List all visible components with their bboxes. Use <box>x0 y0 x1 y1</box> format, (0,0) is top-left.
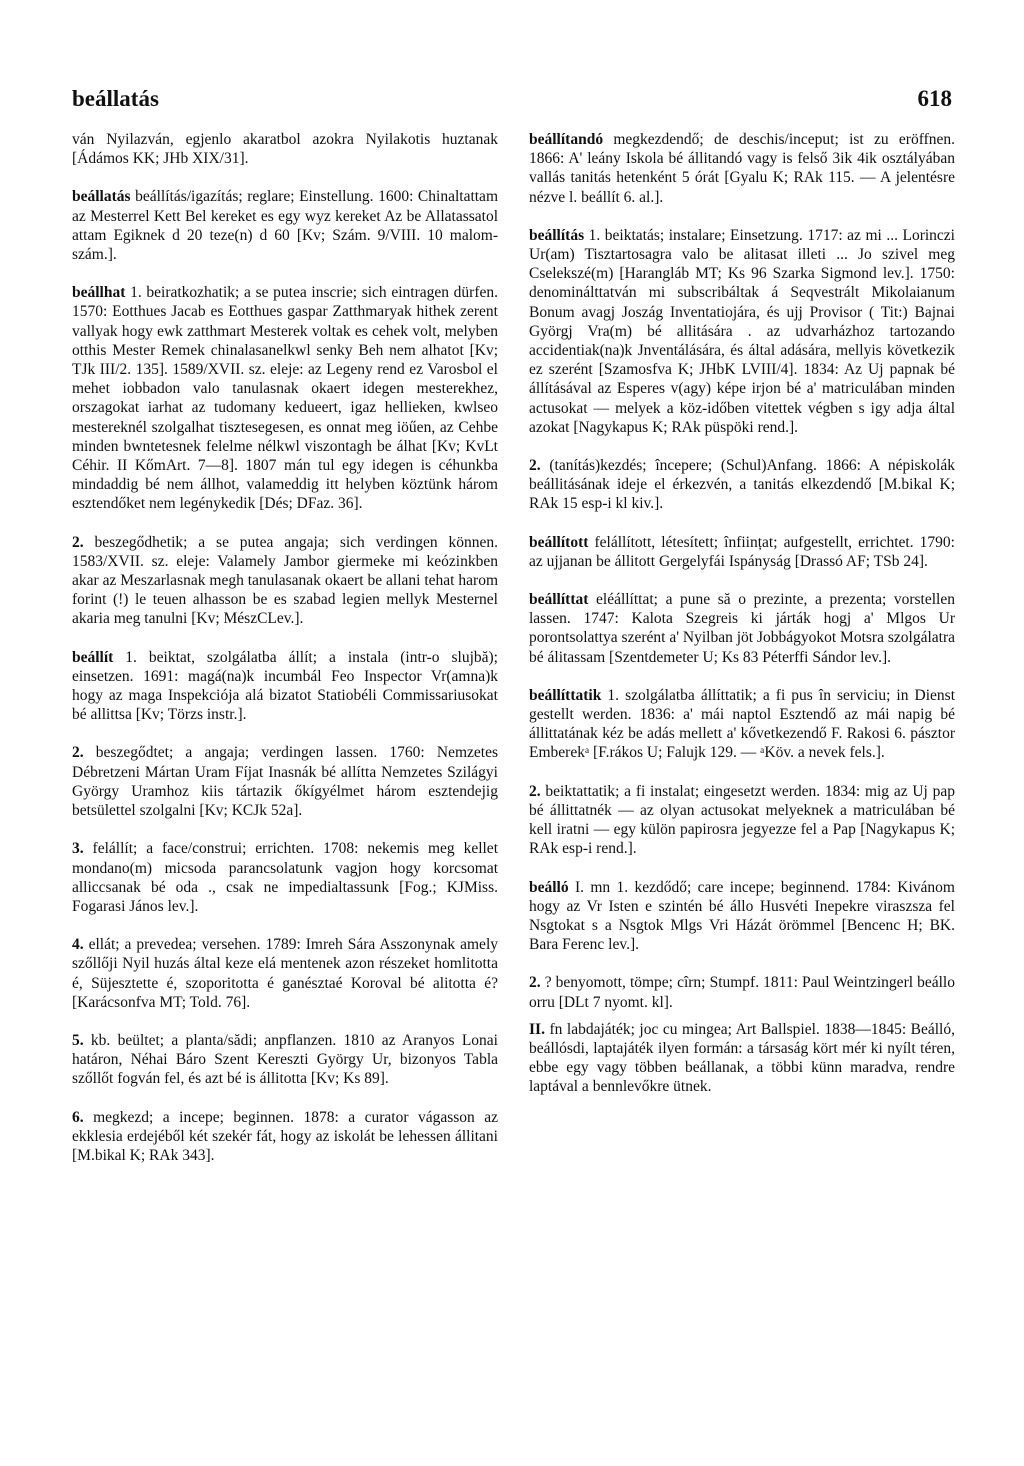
entry-lemma: 3. <box>72 840 84 858</box>
entry-text: 1. szolgálatba állíttatik; a fi pus în serviciu; in Dienst gestellt werden. 1836: a' mái naptol Esztendő az mái napig bé állittatának kéz be adás mellett a' kővetkezendő F. Rakosi 6. pásztor Emberekᵃ [F.rákos U; Faluјk 129. — ᵃKöv. a nevek fels.]. <box>529 686 955 762</box>
entry-lemma: beállhat <box>72 284 126 302</box>
entry-text: ellát; a prevedea; versehen. 1789: Imreh Sára Asszonynak amely szőllőji Nyil huzás által keze elá mentenek azon részeket homlitotta é, Süjesztette é, szoporitotta é ganésztaé Koroval bé alitotta é? [Karácsonfva MT; Told. 76]. <box>72 936 498 1011</box>
entry-text: felállított, létesített; înființat; aufgestellt, errichtet. 1790: az ujjanan be állitott Gergelyfái Ispányság [Drassó AF; TSb 24]. <box>529 533 955 570</box>
page-number: 618 <box>917 86 952 111</box>
entry-lemma: II. <box>529 1020 545 1038</box>
entry-lemma: beállíttatik <box>529 686 602 704</box>
entry-text: ván Nyilazván, egjenlo akaratbol azokra Nyilakotis huztanak [Ádámos KK; JHb XIX/31]. <box>72 131 498 168</box>
dictionary-entry <box>72 130 498 168</box>
dictionary-entry <box>529 533 955 571</box>
dictionary-entry <box>529 1020 955 1097</box>
entry-text: felállít; a face/construi; errichten. 1708: nekemis meg kellet mondano(m) micsoda parancsolatunk vagjon hogy korcsomat alliccsanak bé oda ., csak ne impedialtassunk [Fog.; KJMiss. Fogarasi János lev.]. <box>72 840 498 915</box>
entry-lemma: beállított <box>529 533 589 551</box>
entry-lemma: 2. <box>529 974 541 992</box>
entry-lemma: 6. <box>72 1108 84 1126</box>
dictionary-entry <box>529 686 955 763</box>
dictionary-entry <box>529 782 955 859</box>
entry-text: 1. beiratkozhatik; a se putea inscrie; sich eintragen dürfen. 1570: Eotthues Jacab es Eotthues gaspar Zatthmaryak hithek zerent vallyak hogy ewk zatthmart Mesterek voltak es cehek volt, melyben otthis Mester Remek chinalasanelkwl senky Beh nem alhatot [Kv; TJk III/2. 135]. 1589/XVII. sz. eleje: az Legeny rend ez Varosbol el mehet iobbadon valo tanulasnak okaert idegen mesterekhez, orszagokat iarhat az tudomany kedueert, igaz hellieken, kwlseo mestereknél szolgalhat tisztesegesen, es onnat meg iöűen, az Cehbe minden bwntetesnek felelme nélkwl viszontagh be álhat [Kv; KvLt Céhir. II KőmArt. 7—8]. 1807 mán tul egy idegen is céhunkba mindaddig bé nem állhot, valameddig itt helyben köztünk három esztendőket nem legénykedik [Dés; DFaz. 36]. <box>72 284 498 513</box>
entry-text: kb. beültet; a planta/sădi; anpflanzen. 1810 az Aranyos Lonai határon, Néhai Báro Szent Kereszti György Ur, bizonyos Tabla szőllőt fogván fel, és azt bé is állitotta [Kv; Ks 89]. <box>72 1031 498 1088</box>
entry-lemma: 4. <box>72 936 84 954</box>
entry-lemma: 2. <box>72 533 84 551</box>
entry-text: beszegődhetik; a se putea angaja; sich verdingen können. 1583/XVII. sz. eleje: Valamely Jambor giermeke mi keózinkben akar az Meszarlasnak megh tanulasanak okaert be allani tehat harom forint (!) le teuen alhasson be es szabad legien mellyk Mesternel akaria meg tanulni [Kv; MészCLev.]. <box>72 533 498 628</box>
entry-text: fn labdajáték; joc cu mingea; Art Ballspiel. 1838—1845: Beálló, beállósdi, laptajáték ilyen formán: a társaság kört mér ki nyílt téren, ebbe egy vagy többen beállanak, a többi künn maradva, rendre laptával a bennlevőkre ütnek. <box>529 1020 955 1096</box>
entry-lemma: 5. <box>72 1031 84 1049</box>
entry-lemma: 2. <box>72 744 84 762</box>
entry-text: 1. beiktatás; instalare; Einsetzung. 1717: az mi ... Lorinczi Ur(am) Tisztartosagra valo be alitasat illeti ... Jo szivel meg Cselekszé(m) [Harangláb MT; Ks 96 Szarka Sigmond lev.]. 1750: denominálttatván mi subscribáltak á Seqvestrált Mikolaianum Bonum avagj Joszág Inventatiojára, és ujj Provisor ( Tit:) Bajnai Györgj Vra(m) bé allitására . az udvarházhoz tartozando accidentiak(na)k Jnventálására, és által adására, mellyis következik ez szerént [Szamosfva K; JHbK LVIII/4]. 1834: Az Uj papnak bé állításával az Esperes v(agy) képe irjon bé a' matriculában minden actusokat — melyek a köz-időben vitettek végben s igy adja által azokat [Nagykapus K; RAk püspöki rend.]. <box>529 226 955 436</box>
dictionary-entry <box>529 590 955 667</box>
entry-lemma: beállatás <box>72 188 131 206</box>
entry-text: beszegődtet; a angaja; verdingen lassen. 1760: Nemzetes Débretzeni Mártan Uram Fíjat Inasnák bé allítta Nemzetes Szilágyi György Uramhoz kiis tártazik őkígyélmet három esztendejig betsülettel szolgalni [Kv; KCJk 52a]. <box>72 744 498 820</box>
entry-text: beállítás/igazítás; reglare; Einstellung. 1600: Chinaltattam az Mesterrel Kett Bel kereket es egy wyz kereket Az be Allatassatol attam Egiknek d 20 teze(n) d 60 [Kv; Szám. 9/VIII. 10 malom-szám.]. <box>72 188 498 264</box>
dictionary-entry <box>72 1108 498 1166</box>
dictionary-entry <box>72 648 498 725</box>
running-head-word: beállatás <box>72 86 159 111</box>
entry-lemma: beállítandó <box>529 131 604 148</box>
entry-lemma: beállít <box>72 648 114 666</box>
entry-lemma: beálló <box>529 878 569 896</box>
dictionary-entry <box>529 973 955 1011</box>
entry-text: ? benyomott, tömpe; cîrn; Stumpf. 1811: Paul Weintzingerl beállo orru [DLt 7 nyomt. kl]. <box>529 974 955 1011</box>
dictionary-entry <box>72 283 498 513</box>
entry-lemma: 2. <box>529 457 541 475</box>
entry-text: 1. beiktat, szolgálatba állít; a instala (intr-o slujbă); einsetzen. 1691: magá(na)k incumbál Feo Inspector Vr(amna)k hogy az maga Inspekciója alá bizatot Statiobéli Commissariusokat bé allittsa [Kv; Törzs instr.]. <box>72 648 498 724</box>
entry-text: I. mn 1. kezdődő; care incepe; beginnend. 1784: Kivánom hogy az Vr Isten e szintén bé állo Husvéti Inepekre viraszsza fel Nsgtokat s a Nsgtok Mlgs Vri Házát örömmel [Bencenc H; BK. Bara Ferenc lev.]. <box>529 878 955 954</box>
dictionary-entry <box>72 743 498 820</box>
entry-text: eléállíttat; a pune să o prezinte, a prezenta; vorstellen lassen. 1747: Kalota Szegreis ki járták hogj a' Mlgos Ur porontsolattya szerént a' Nyilban jöt Jobbágyokot Motsra szolgálatra bé álitassam [Szentdemeter U; Ks 83 Péterffi Sándor lev.]. <box>529 591 955 666</box>
entry-text: megkezdendő; de deschis/inceput; ist zu eröffnen. 1866: A' leány Iskola bé állitandó vagy is felső 3ik 4ik osztályában vallás tanitás hetenként 5 órát [Gyalu K; RAk 115. — A jelentésre nézve l. beállít 6. al.]. <box>529 131 955 206</box>
dictionary-entry <box>72 187 498 264</box>
dictionary-entry <box>529 456 955 514</box>
dictionary-entry <box>72 533 498 629</box>
entry-lemma: 2. <box>529 782 541 800</box>
entry-lemma: beállíttat <box>529 591 589 609</box>
dictionary-entry <box>72 839 498 916</box>
page-header <box>72 86 952 126</box>
dictionary-entry <box>72 1031 498 1089</box>
dictionary-entry <box>529 878 955 955</box>
dictionary-entry <box>529 226 955 437</box>
right-column <box>529 130 955 1116</box>
entry-text: megkezd; a incepe; beginnen. 1878: a curator vágasson az ekklesia erdejéből két szekér fát, hogy az iskolát be lehessen állitani [M.bikal K; RAk 343]. <box>72 1108 498 1164</box>
entry-text: beiktattatik; a fi instalat; eingesetzt werden. 1834: mig az Uj pap bé állittatnék — az olyan actusokat melyeknek a matriculában bé kell iratni — egy külön papirosra jegyezze fel a Pap [Nagykapus K; RAk esp-i rend.]. <box>529 782 955 858</box>
dictionary-entry <box>72 935 498 1012</box>
entry-text: (tanítás)kezdés; începere; (Schul)Anfang. 1866: A népiskolák beállitásának ideje el érkezvén, a tanitás elkezdendő [M.bikal K; RAk 15 esp-i kl kiv.]. <box>529 457 955 513</box>
dictionary-entry <box>529 130 955 207</box>
left-column <box>72 130 498 1184</box>
entry-lemma: beállítás <box>529 226 585 244</box>
